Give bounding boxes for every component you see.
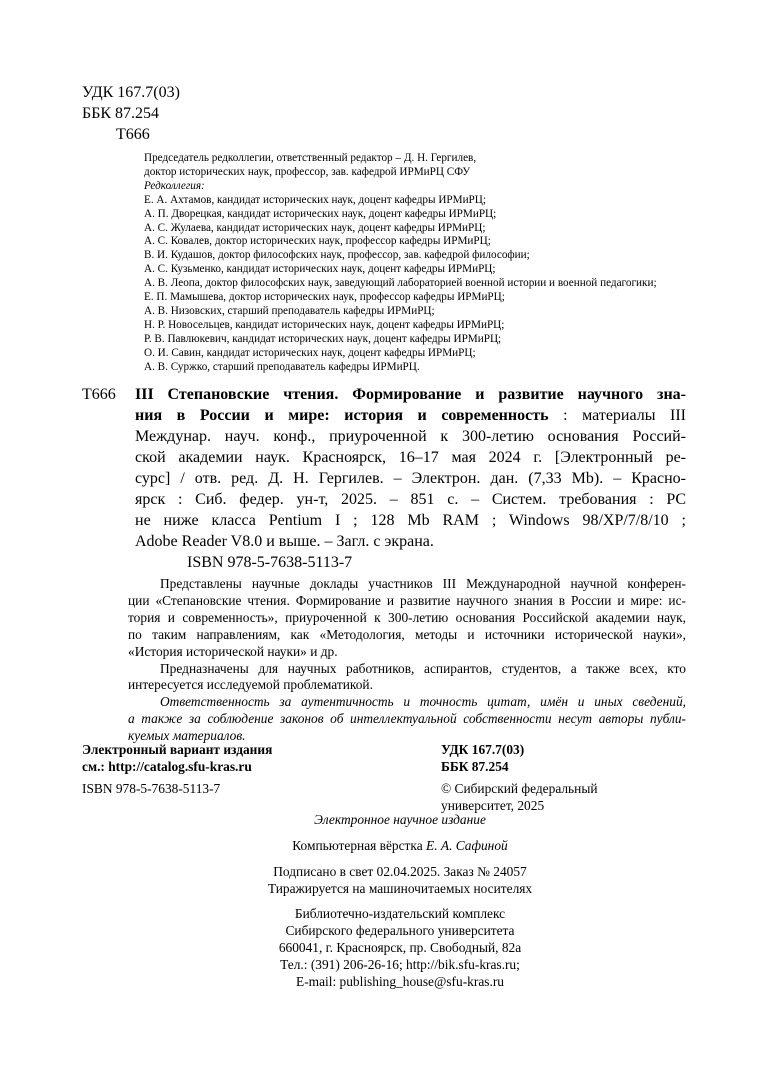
annotation (128, 576, 686, 745)
footer-right (441, 742, 598, 815)
bib-line: ской академии наук. Красноярск, 16–17 мая 2024 г. [Электронный ре- (135, 449, 686, 466)
bib-title-bold: ния в России и мире: история и современность (135, 407, 549, 424)
editorial-board (144, 152, 704, 375)
annotation-line: «История исторической науки» и др. (128, 643, 338, 659)
publisher-line: 660041, г. Красноярск, пр. Свободный, 82а (278, 939, 522, 955)
copyright-line: университет, 2025 (441, 797, 545, 813)
bib-line: Adobe Reader V8.0 и выше. – Загл. с экрана. (135, 533, 434, 550)
layout-name: Е. А. Сафиной (426, 838, 508, 853)
publication-details (200, 864, 600, 898)
board-member: А. В. Низовских, старший преподаватель кафедры ИРМиРЦ; (144, 304, 435, 317)
bbk-code: ББК 87.254 (82, 105, 160, 122)
responsibility-line: а также за соблюдение законов об интеллектуальной собственности несут авторы публи- (128, 711, 686, 727)
udk-code: УДК 167.7(03) (82, 84, 180, 101)
bib-title-bold: III Степановские чтения. Формирование и развитие научного зна- (135, 386, 686, 403)
board-member: Е. П. Мамышева, доктор исторических наук, профессор кафедры ИРМиРЦ; (144, 291, 505, 304)
board-heading: Редколлегия: (144, 179, 205, 192)
annotation-line: ции «Степановские чтения. Формирование и развитие научного знания в России и мире: ис- (128, 592, 686, 608)
footer-udk: УДК 167.7(03) (441, 742, 525, 757)
signed-line: Подписано в свет 02.04.2025. Заказ № 24057 (273, 864, 527, 879)
copies-line: Тиражируется на машиночитаемых носителях (267, 880, 533, 896)
annotation-line: Представлены научные доклады участников III Международной научной конферен- (160, 576, 686, 591)
bib-title-rest: : материалы III (548, 407, 687, 424)
publisher-line: Тел.: (391) 206-26-16; http://bik.sfu-kras.ru; (280, 956, 520, 972)
board-member: Е. А. Ахтамов, кандидат исторических наук, доцент кафедры ИРМиРЦ; (144, 193, 486, 206)
footer-isbn: ISBN 978-5-7638-5113-7 (82, 780, 221, 796)
classification-codes (82, 82, 180, 145)
board-member: А. П. Дворецкая, кандидат исторических наук, доцент кафедры ИРМиРЦ; (144, 207, 497, 220)
responsibility-line: куемых материалов. (128, 728, 246, 744)
board-member: А. С. Кузьменко, кандидат исторических наук, доцент кафедры ИРМиРЦ; (144, 263, 496, 276)
edition-type (200, 812, 600, 829)
footer-bbk: ББК 87.254 (441, 758, 509, 774)
bib-author-mark: Т666 (82, 386, 116, 403)
board-member: Н. Р. Новосельцев, кандидат исторических наук, доцент кафедры ИРМиРЦ; (144, 318, 505, 331)
bib-line: не ниже класса Pentium I ; 128 Mb RAM ; Windows 98/XP/7/8/10 ; (135, 512, 686, 529)
author-mark: Т666 (116, 126, 150, 143)
chair-line: Председатель редколлегии, ответственный редактор – Д. Н. Гергилев, (144, 152, 477, 164)
bib-line: Междунар. науч. конф., приуроченной к 300-летию основания Россий- (135, 428, 686, 445)
publisher-line: Библиотечно-издательский комплекс (294, 906, 506, 921)
bib-title-line (135, 405, 686, 426)
board-member: Р. В. Павлюкевич, кандидат исторических наук, доцент кафедры ИРМиРЦ; (144, 332, 502, 345)
edition-type-text: Электронное научное издание (314, 812, 486, 827)
bib-isbn: ISBN 978-5-7638-5113-7 (187, 554, 353, 571)
board-member: О. И. Савин, кандидат исторических наук, доцент кафедры ИРМиРЦ; (144, 346, 476, 359)
footer-left (82, 742, 272, 798)
electronic-version-label: Электронный вариант издания (82, 742, 273, 757)
board-member: А. С. Жулаева, кандидат исторических наук, доцент кафедры ИРМиРЦ; (144, 221, 486, 234)
catalog-link: см.: http://catalog.sfu-kras.ru (82, 758, 252, 774)
board-member: А. С. Ковалев, доктор исторических наук, профессор кафедры ИРМиРЦ; (144, 235, 491, 248)
annotation-line: по таким направлениям, как «Методология, методы и источники исторической науки», (128, 626, 686, 642)
bib-title-line (135, 384, 686, 405)
copyright-line: © Сибирский федеральный (441, 780, 598, 796)
annotation-line: Предназначены для научных работников, аспирантов, студентов, а также всех, кто (160, 660, 686, 676)
chair-line: доктор исторических наук, профессор, зав. кафедрой ИРМиРЦ СФУ (144, 165, 471, 178)
layout-label: Компьютерная вёрстка (292, 838, 427, 853)
layout-credit (200, 838, 600, 855)
board-member: В. И. Кудашов, доктор философских наук, профессор, зав. кафедрой философии; (144, 249, 530, 262)
publisher-line: Сибирского федерального университета (285, 922, 515, 938)
annotation-line: тория и современность», приуроченной к 300-летию основания Российской академии наук, (128, 609, 686, 625)
responsibility-line: Ответственность за аутентичность и точность цитат, имён и иных сведений, (160, 694, 686, 710)
publisher-line: E-mail: publishing_house@sfu-kras.ru (296, 973, 504, 989)
board-member: А. В. Леопа, доктор философских наук, заведующий лабораторией военной истории и военной педагогики; (144, 277, 657, 290)
publisher-block (200, 906, 600, 991)
board-member: А. В. Суржко, старший преподаватель кафедры ИРМиРЦ. (144, 360, 420, 373)
annotation-line: интересуется исследуемой проблематикой. (128, 677, 373, 693)
bib-line: сурс] / отв. ред. Д. Н. Гергилев. – Электрон. дан. (7,33 Mb). – Красно- (135, 470, 686, 487)
bib-line: ярск : Сиб. федер. ун-т, 2025. – 851 с. – Систем. требования : PC (135, 491, 686, 508)
